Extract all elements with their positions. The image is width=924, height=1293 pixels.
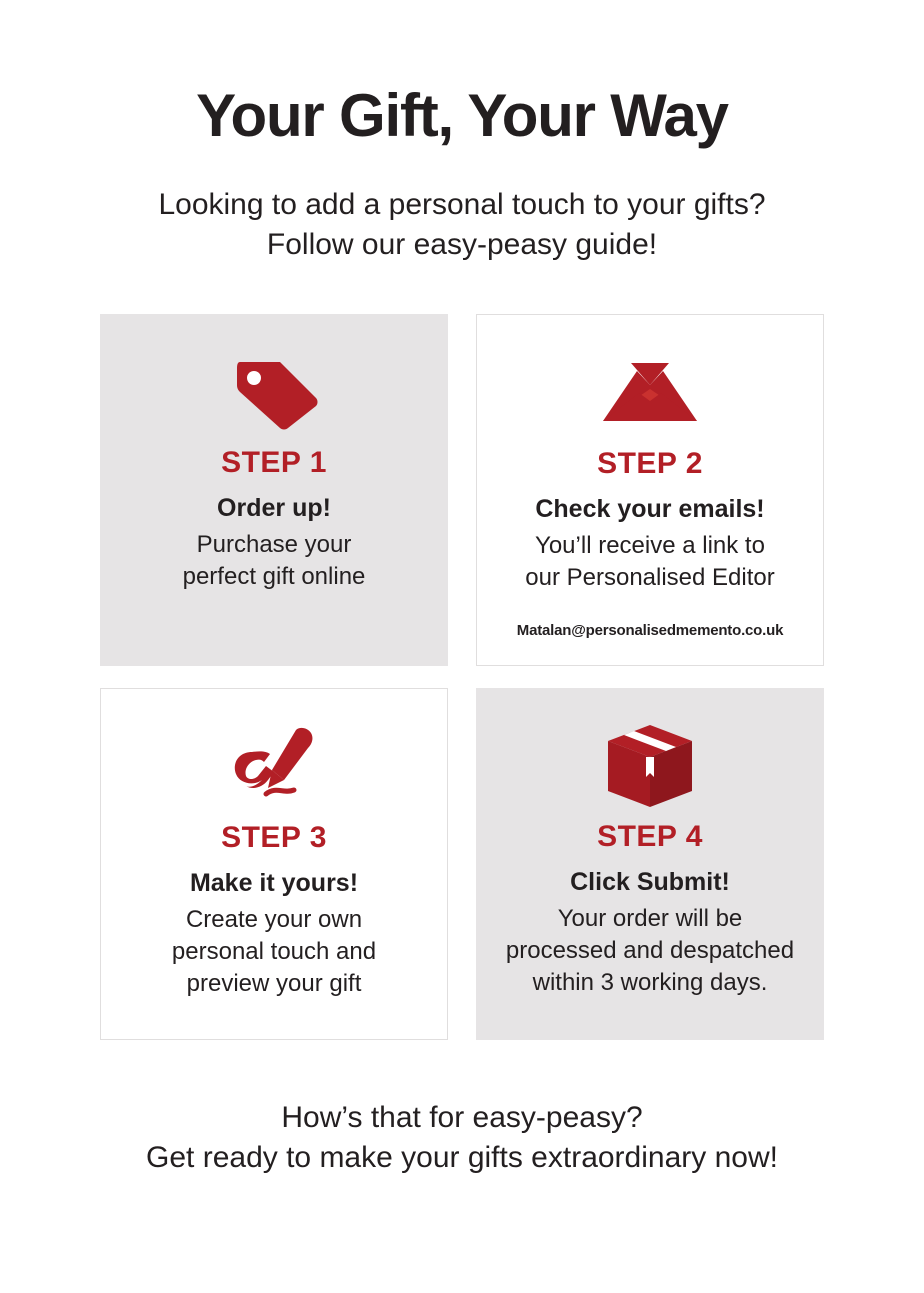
parcel-box-icon — [604, 718, 696, 814]
step-body-2-line-1: You’ll receive a link to — [535, 532, 765, 560]
subtitle-line-2: Follow our easy-peasy guide! — [266, 227, 658, 261]
step-body-2-line-2: our Personalised Editor — [525, 563, 775, 591]
step-label-2: STEP 2 — [597, 447, 703, 481]
step-body-4-line-3: within 3 working days. — [532, 968, 768, 996]
page-title: Your Gift, Your Way — [196, 82, 728, 149]
steps-grid — [100, 314, 824, 1040]
step-label-1: STEP 1 — [221, 446, 327, 480]
footer-text — [0, 1098, 924, 1178]
step-card-2 — [476, 314, 824, 666]
step-body-2 — [511, 530, 788, 593]
contact-email: Matalan@personalisedmemento.co.uk — [516, 622, 784, 640]
step-body-3 — [158, 904, 390, 999]
step-card-3 — [100, 688, 448, 1040]
step-card-1 — [100, 314, 448, 666]
price-tag-icon — [228, 344, 320, 440]
step-heading-4: Click Submit! — [570, 868, 730, 897]
step-body-1-line-1: Purchase your — [196, 531, 352, 559]
subtitle-line-1: Looking to add a personal touch to your gifts? — [158, 188, 766, 221]
step-body-4-line-2: processed and despatched — [505, 936, 795, 964]
envelope-icon — [595, 345, 705, 441]
step-body-3-line-1: Create your own — [185, 906, 363, 934]
step-body-4-line-1: Your order will be — [557, 905, 743, 933]
step-body-1-line-2: perfect gift online — [182, 562, 366, 590]
step-body-3-line-2: personal touch and — [171, 937, 377, 965]
step-card-4 — [476, 688, 824, 1040]
step-heading-3: Make it yours! — [189, 869, 359, 898]
step-body-3-line-3: preview your gift — [186, 969, 362, 997]
pen-signature-icon — [222, 719, 326, 815]
step-body-1 — [169, 529, 380, 592]
page-subtitle — [0, 185, 924, 264]
step-heading-1: Order up! — [217, 494, 331, 523]
step-label-3: STEP 3 — [221, 821, 327, 855]
step-label-4: STEP 4 — [597, 820, 703, 854]
footer-line-1: How’s that for easy-peasy? — [281, 1101, 643, 1135]
step-heading-2: Check your emails! — [535, 495, 765, 524]
footer-line-2: Get ready to make your gifts extraordinary now! — [146, 1141, 778, 1175]
step-body-4 — [492, 903, 808, 998]
